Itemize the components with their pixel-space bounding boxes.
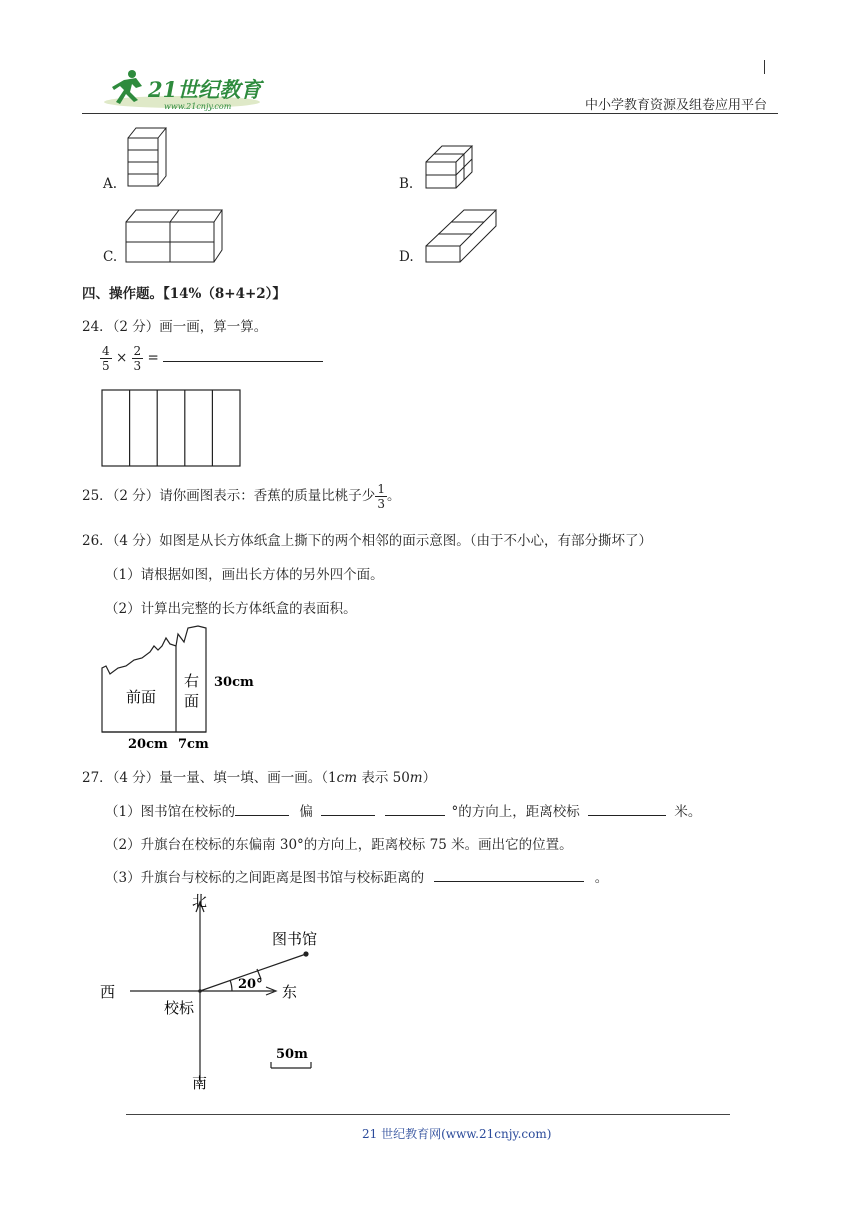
width-label: 20cm (128, 737, 168, 752)
logo-text: 21世纪教育 (148, 77, 262, 102)
footer-divider (126, 1114, 730, 1115)
blank-ratio[interactable] (434, 867, 584, 882)
footer-text: 21 世纪教育网(www.21cnjy.com) (362, 1127, 552, 1141)
logo-url: www.21cnjy.com (164, 102, 232, 111)
west-label: 西 (100, 983, 116, 1001)
header-tick (764, 60, 765, 74)
q25-line (82, 482, 400, 511)
q26-label: 26．（4 分）如图是从长方体纸盒上撕下的两个相邻的面示意图。（由于不小心，有部分撕坏了） (82, 533, 653, 549)
right-face-label-2: 面 (184, 692, 200, 710)
q25-end: 。 (386, 488, 401, 504)
q26-sub2: （2）计算出完整的长方体纸盒的表面积。 (105, 601, 357, 617)
q25-fraction: $\frac{1}{3}$ (377, 482, 385, 511)
option-c-figure (122, 204, 226, 266)
blank-distance[interactable] (588, 801, 666, 816)
north-label: 北 (192, 892, 208, 910)
platform-title: 中小学教育资源及组卷应用平台 (585, 98, 768, 113)
q24-grid (101, 389, 243, 469)
q24-fraction-2: $\frac{2}{3}$ (133, 344, 142, 373)
option-c-label: C. (103, 249, 118, 265)
option-a-figure (124, 120, 172, 192)
header-divider (82, 113, 778, 114)
origin-point (198, 989, 202, 993)
east-label: 东 (282, 983, 298, 1001)
option-d-label: D. (399, 249, 414, 265)
section-title: 四、操作题。【14%（8+4+2）】 (82, 286, 286, 302)
q27-sub2: （2）升旗台在校标的东偏南 30°的方向上，距离校标 75 米。画出它的位置。 (105, 837, 573, 853)
q24-expression (100, 344, 323, 373)
blank-angle[interactable] (385, 801, 445, 816)
q27-label: 27．（4 分）量一量、填一填、画一画。（1cm 表示 50m） (82, 770, 437, 786)
angle-label: 20° (238, 977, 263, 992)
option-d-figure (420, 206, 500, 266)
equals-sign: = (147, 350, 159, 366)
q24-label: 24．（2 分）画一画，算一算。 (82, 319, 268, 335)
q27-sub1: （1）图书馆在校标的 偏 °的方向上，距离校标 米。 (105, 800, 701, 820)
q24-answer-blank[interactable] (163, 347, 323, 362)
q27-sub3: （3）升旗台与校标的之间距离是图书馆与校标距离的 。 (105, 866, 608, 886)
compass-diagram (96, 890, 336, 1098)
height-label: 30cm (214, 675, 254, 690)
option-a-label: A. (103, 176, 118, 192)
blank-direction-1[interactable] (235, 801, 289, 816)
front-face-label: 前面 (126, 688, 157, 706)
blank-direction-2[interactable] (321, 801, 375, 816)
library-label: 图书馆 (272, 930, 318, 948)
option-b-figure (420, 138, 480, 192)
q26-sub1: （1）请根据如图，画出长方体的另外四个面。 (105, 567, 384, 583)
library-point (303, 951, 308, 956)
south-label: 南 (192, 1074, 208, 1092)
option-b-label: B. (399, 176, 414, 192)
origin-label: 校标 (164, 999, 195, 1017)
q25-label: 25．（2 分）请你画图表示：香蕉的质量比桃子少 (82, 488, 376, 504)
q24-fraction-1: $\frac{4}{5}$ (102, 344, 110, 373)
scale-label: 50m (276, 1047, 308, 1062)
times-sign: × (115, 350, 128, 366)
depth-label: 7cm (178, 737, 209, 752)
q26-figure (96, 624, 266, 754)
site-logo (102, 66, 277, 116)
right-face-label-1: 右 (184, 672, 200, 690)
